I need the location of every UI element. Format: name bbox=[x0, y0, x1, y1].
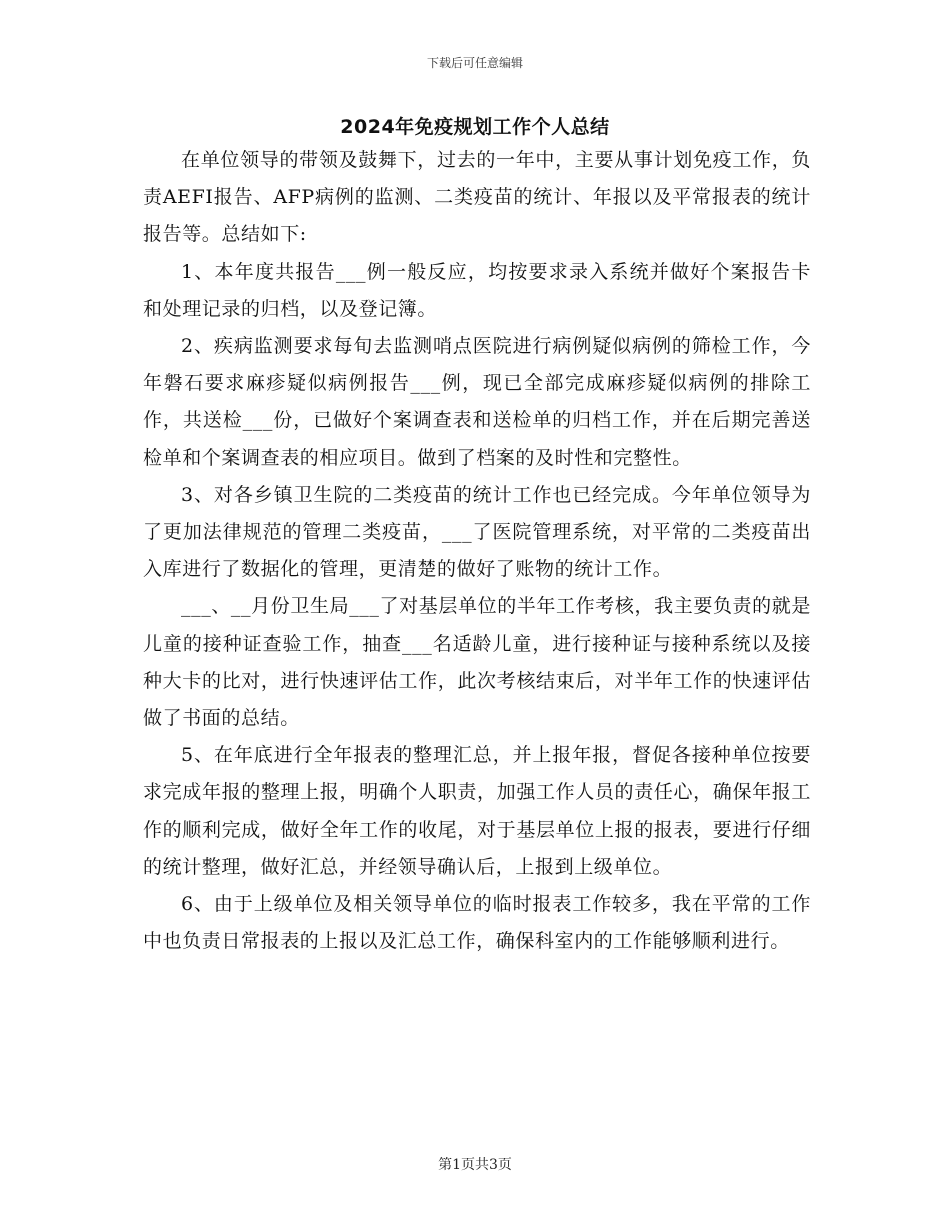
header-note: 下载后可任意编辑 bbox=[426, 56, 523, 70]
document-body bbox=[143, 142, 811, 960]
paragraph-intro: 在单位领导的带领及鼓舞下，过去的一年中，主要从事计划免疫工作，负责AEFI报告、AFP病例的监测、二类疫苗的统计、年报以及平常报表的统计报告等。总结如下: bbox=[143, 149, 811, 246]
page-footer: 第1页共3页 bbox=[438, 1157, 512, 1173]
paragraph-item-5: 5、在年底进行全年报表的整理汇总，并上报年报，督促各接种单位按要求完成年报的整理上报，明确个人职责，加强工作人员的责任心，确保年报工作的顺利完成，做好全年工作的收尾，对于基层单位上报的报表，要进行仔细的统计整理，做好汇总，并经领导确认后，上报到上级单位。 bbox=[143, 744, 811, 878]
paragraph-item-1: 1、本年度共报告___例一般反应，均按要求录入系统并做好个案报告卡和处理记录的归档，以及登记簿。 bbox=[143, 260, 811, 320]
paragraph-item-2: 2、疾病监测要求每旬去监测哨点医院进行病例疑似病例的筛检工作，今年磐石要求麻疹疑似病例报告___例，现已全部完成麻疹疑似病例的排除工作，共送检___份，已做好个案调查表和送检单的归档工作，并在后期完善送检单和个案调查表的相应项目。做到了档案的及时性和完整性。 bbox=[143, 335, 811, 469]
paragraph-item-6: 6、由于上级单位及相关领导单位的临时报表工作较多，我在平常的工作中也负责日常报表的上报以及汇总工作，确保科室内的工作能够顺利进行。 bbox=[143, 893, 811, 953]
paragraph-item-3: 3、对各乡镇卫生院的二类疫苗的统计工作也已经完成。今年单位领导为了更加法律规范的管理二类疫苗，___了医院管理系统，对平常的二类疫苗出入库进行了数据化的管理，更清楚的做好了账物的统计工作。 bbox=[143, 483, 811, 581]
paragraph-item-4: ___、__月份卫生局___了对基层单位的半年工作考核，我主要负责的就是儿童的接种证查验工作，抽查___名适龄儿童，进行接种证与接种系统以及接种大卡的比对，进行快速评估工作，此次考核结束后，对半年工作的快速评估做了书面的总结。 bbox=[143, 595, 811, 730]
document-title: 2024年免疫规划工作个人总结 bbox=[340, 116, 610, 138]
